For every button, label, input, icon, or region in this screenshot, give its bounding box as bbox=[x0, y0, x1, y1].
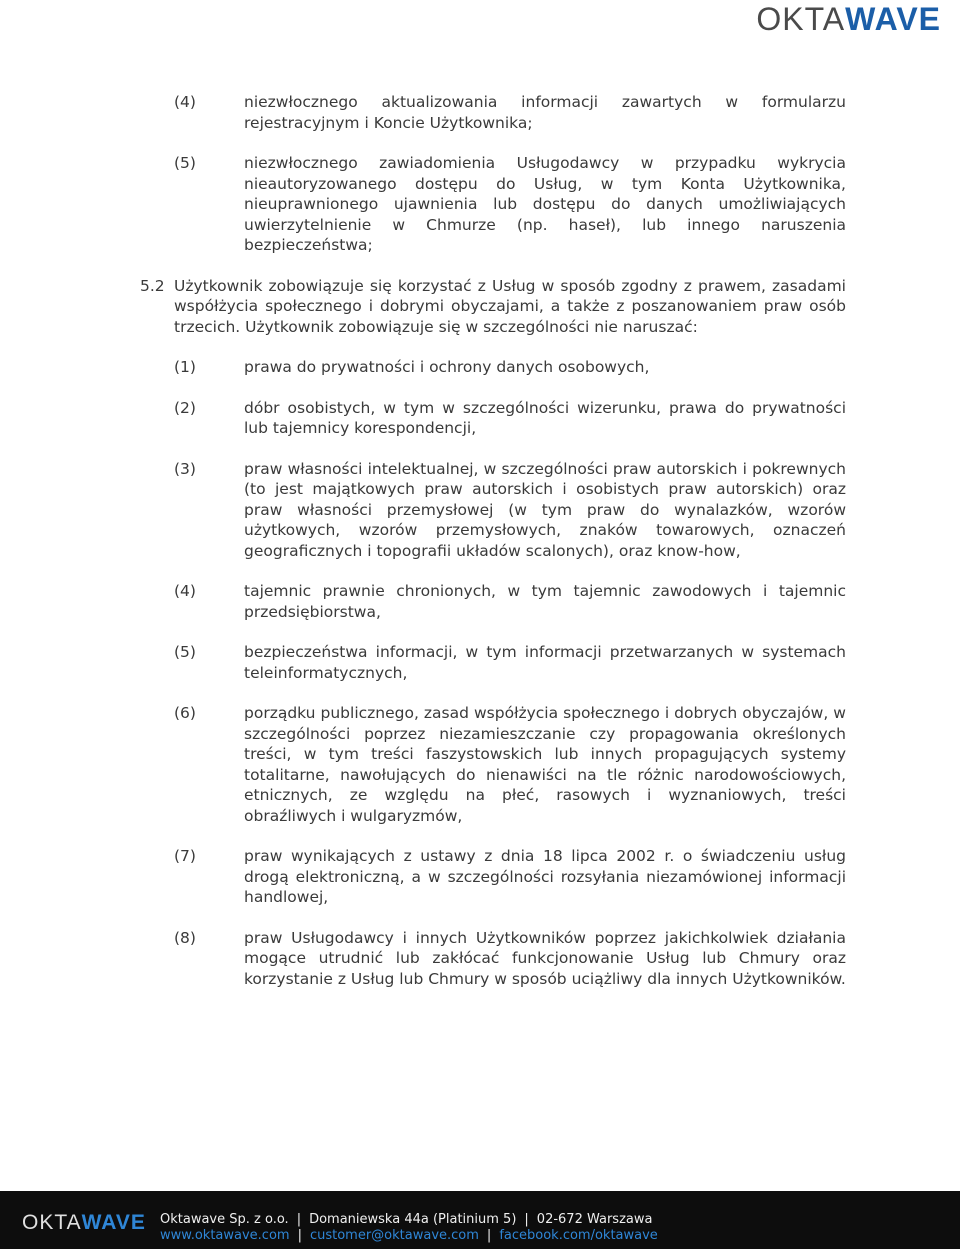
list-item-text: praw Usługodawcy i innych Użytkowników poprzez jakichkolwiek działania mogące utrudnić lub zakłócać funkcjonowanie Usług lub Chmury oraz korzystanie z Usług lub Chmury w sposób uciążliwy dla innych Użytkowników. bbox=[244, 928, 846, 988]
list-item-text: praw własności intelektualnej, w szczególności praw autorskich i pokrewnych (to jest majątkowych praw autorskich i osobistych praw autorskich) oraz praw własności przemysłowej (w tym praw do wynalazków, wzorów użytkowych, wzorów przemysłowych, znaków towarowych, oznaczeń geograficznych i topografii układów scalonych), oraz know-how, bbox=[244, 459, 846, 560]
footer-links-line bbox=[160, 1228, 658, 1243]
list-item-text: tajemnic prawnie chronionych, w tym tajemnic zawodowych i tajemnic przedsiębiorstwa, bbox=[244, 582, 846, 621]
list-item-number: (4) bbox=[174, 582, 196, 600]
list-item-text: praw wynikających z ustawy z dnia 18 lipca 2002 r. o świadczeniu usług drogą elektroniczną, a w szczególności rozsyłania niezamówionej informacji handlowej, bbox=[244, 847, 846, 906]
logo-text-wave: WAVE bbox=[845, 1, 941, 37]
list-item bbox=[140, 153, 846, 256]
section-number: 5.2 bbox=[140, 276, 165, 295]
footer-logo-okta: OKTA bbox=[22, 1211, 82, 1234]
list-item bbox=[140, 846, 846, 908]
footer-separator: | bbox=[297, 1228, 302, 1243]
footer-separator: | bbox=[486, 1228, 492, 1243]
footer-facebook-link[interactable]: facebook.com/oktawave bbox=[499, 1228, 658, 1243]
list-item bbox=[140, 703, 846, 826]
list-item-number: (1) bbox=[174, 358, 196, 376]
list-item-number: (6) bbox=[174, 704, 196, 722]
footer-address: Domaniewska 44a (Platinium 5) bbox=[309, 1212, 517, 1227]
list-item bbox=[140, 581, 846, 622]
footer-website-link[interactable]: www.oktawave.com bbox=[160, 1228, 290, 1243]
list-item bbox=[140, 928, 846, 990]
list-item-number: (2) bbox=[174, 398, 196, 417]
footer-address-line bbox=[160, 1212, 652, 1227]
footer-company: Oktawave Sp. z o.o. bbox=[160, 1212, 289, 1227]
list-item-text: bezpieczeństwa informacji, w tym informacji przetwarzanych w systemach teleinformatycznych, bbox=[244, 643, 846, 682]
list-item-text: prawa do prywatności i ochrony danych osobowych, bbox=[244, 358, 650, 376]
list-item bbox=[140, 357, 846, 378]
section-5-2 bbox=[140, 276, 846, 338]
footer-logo bbox=[22, 1211, 146, 1235]
list-item-text: niezwłocznego zawiadomienia Usługodawcy w przypadku wykrycia nieautoryzowanego dostępu do Usług, w tym Konta Użytkownika, nieuprawnionego ujawnienia lub dostępu do danych umożliwiających uwierzytelnienie w Chmurze (np. haseł), lub innego naruszenia bezpieczeństwa; bbox=[244, 154, 846, 254]
list-item-number: (7) bbox=[174, 847, 196, 865]
list-item bbox=[140, 642, 846, 683]
document-body bbox=[140, 92, 846, 1009]
list-item bbox=[140, 398, 846, 439]
list-item-number: (3) bbox=[174, 459, 196, 478]
footer-separator: | bbox=[296, 1212, 302, 1227]
list-item-number: (8) bbox=[174, 928, 196, 947]
list-item-text: porządku publicznego, zasad współżycia społecznego i dobrych obyczajów, w szczególności poprzez niezamieszczanie czy propagowania określonych treści, w tym treści faszystowskich lub innych propagujących systemy totalitarne, nawołujących do nienawiści na tle różnic narodowościowych, etnicznych, ze względu na płeć, rasowych i wyznaniowych, treści obraźliwych i wulgaryzmów, bbox=[244, 704, 846, 825]
section-text: Użytkownik zobowiązuje się korzystać z Usług w sposób zgodny z prawem, zasadami współżycia społecznego i dobrymi obyczajami, a także z poszanowaniem praw osób trzecich. Użytkownik zobowiązuje się w szczególności nie naruszać: bbox=[174, 276, 846, 336]
list-item-number: (5) bbox=[174, 154, 196, 172]
footer-city: 02-672 Warszawa bbox=[536, 1212, 653, 1227]
oktawave-logo bbox=[756, 2, 941, 36]
list-item-number: (4) bbox=[174, 93, 196, 111]
list-items-a bbox=[140, 92, 846, 256]
list-item-text: dóbr osobistych, w tym w szczególności wizerunku, prawa do prywatności lub tajemnicy korespondencji, bbox=[244, 398, 846, 437]
logo-text-okta: OKTA bbox=[756, 1, 846, 37]
footer bbox=[0, 1191, 960, 1249]
list-item bbox=[140, 459, 846, 562]
list-item-text: niezwłocznego aktualizowania informacji zawartych w formularzu rejestracyjnym i Koncie Użytkownika; bbox=[244, 93, 846, 132]
list-items-b bbox=[140, 357, 846, 989]
list-item-number: (5) bbox=[174, 643, 196, 661]
footer-email-link[interactable]: customer@oktawave.com bbox=[309, 1228, 479, 1243]
footer-logo-wave: WAVE bbox=[81, 1211, 146, 1234]
list-item bbox=[140, 92, 846, 133]
footer-separator: | bbox=[524, 1212, 529, 1227]
